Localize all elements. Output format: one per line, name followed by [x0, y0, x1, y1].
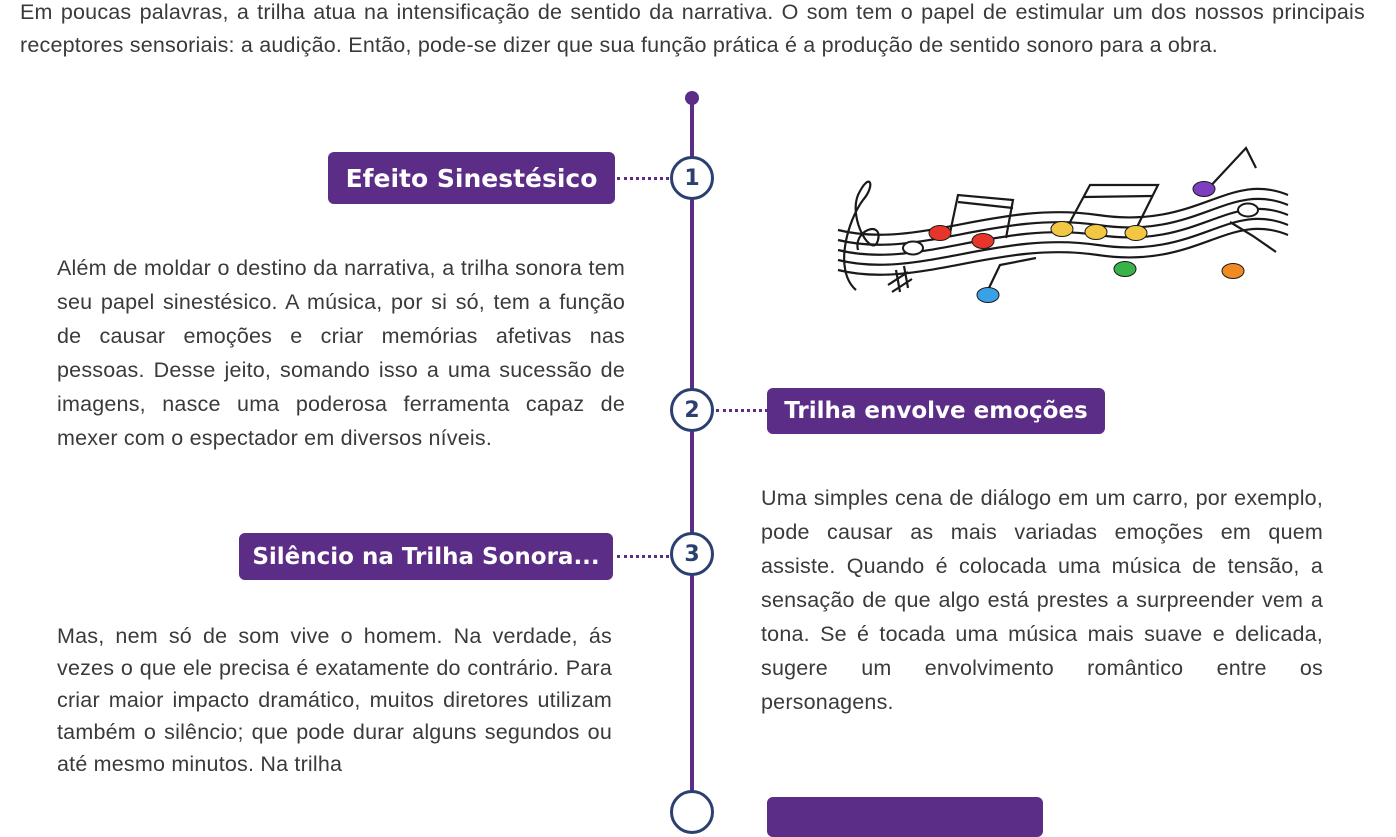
music-note-head — [977, 288, 999, 303]
item-2-title-pill: Trilha envolve emoções — [767, 388, 1105, 434]
item-3-text: Mas, nem só de som vive o homem. Na verdade, ás vezes o que ele precisa é exatamente do contrário. Para criar maior impacto dramático, muitos diretores utilizam também o silêncio; que pode durar alguns segundos ou até mesmo minutos. Na trilha — [57, 624, 612, 776]
item-2-connector — [716, 409, 768, 412]
music-note-head — [1085, 225, 1107, 240]
item-3-connector — [617, 555, 669, 558]
timeline-axis — [690, 97, 694, 807]
intro-paragraph: Em poucas palavras, a trilha atua na intensificação de sentido da narrativa. O som tem o papel de estimular um dos nossos principais receptores sensoriais: a audição. Então, pode-se dizer que sua função prática é a produção de sentido sonoro para a obra. — [20, 0, 1365, 57]
music-note-head — [1193, 182, 1215, 197]
item-1-text: Além de moldar o destino da narrativa, a trilha sonora tem seu papel sinestésico. A música, por si só, tem a função de causar emoções e criar memórias afetivas nas pessoas. Desse jeito, somando isso a uma sucessão de imagens, nasce uma poderosa ferramenta capaz de mexer com o espectador em diversos níveis. — [57, 256, 625, 450]
music-note-head — [972, 234, 994, 249]
item-3-number-badge: 3 — [670, 532, 714, 576]
item-1-connector — [617, 177, 669, 180]
item-3-title-pill: Silêncio na Trilha Sonora... — [239, 533, 613, 580]
item-2-text: Uma simples cena de diálogo em um carro, por exemplo, pode causar as mais variadas emoções em quem assiste. Quando é colocada uma música de tensão, a sensação de que algo está prestes a surpreender vem a tona. Se é tocada uma música mais suave e delicada, sugere um envolvimento romântico entre os personagens. — [761, 486, 1323, 714]
music-note-head — [1051, 222, 1073, 237]
music-note-head-open — [1238, 204, 1258, 217]
item-4-title-pill — [767, 797, 1043, 837]
item-1-number-badge: 1 — [670, 156, 714, 200]
music-note-head-open — [903, 242, 923, 255]
music-note-head — [929, 226, 951, 241]
music-notes-illustration — [828, 140, 1298, 310]
music-note-head — [1125, 226, 1147, 241]
music-note-head — [1222, 264, 1244, 279]
item-2-number-badge: 2 — [670, 388, 714, 432]
item-1-title-pill: Efeito Sinestésico — [328, 152, 615, 204]
item-4-number-badge — [670, 790, 714, 834]
timeline-start-dot — [685, 91, 699, 105]
music-note-head — [1114, 262, 1136, 277]
